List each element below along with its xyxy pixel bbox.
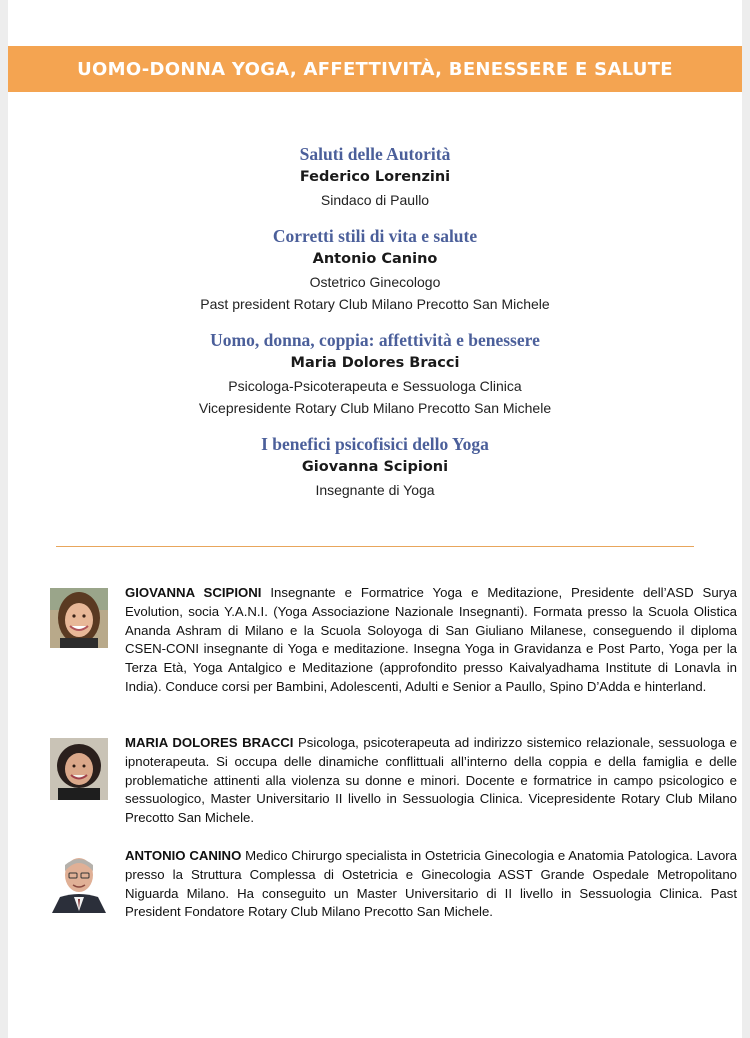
session-title: Corretti stili di vita e salute	[272, 226, 478, 246]
session-title: I benefici psicofisici dello Yoga	[261, 434, 489, 454]
speaker-role: Past president Rotary Club Milano Precotto San Michele	[200, 296, 550, 312]
speaker-role: Insegnante di Yoga	[315, 482, 435, 498]
bio-text	[125, 734, 737, 828]
session-title: Uomo, donna, coppia: affettività e benessere	[210, 330, 540, 350]
bio-text	[125, 847, 737, 922]
speaker-photo	[50, 738, 108, 800]
bio-entry	[50, 584, 737, 714]
speaker-role: Psicologa-Psicoterapeuta e Sessuologa Clinica	[228, 378, 522, 394]
bio-name: MARIA DOLORES BRACCI	[125, 735, 294, 750]
bio-entry	[50, 847, 737, 947]
bio-description: Psicologa, psicoterapeuta ad indirizzo sistemico relazionale, sessuologa e ipnoterapeuta. Si occupa delle dinamiche conflittuali all’interno della coppia e della famiglia e delle problematiche attinenti alla violenza su donne e minori. Docente e formatrice in campo psicologico e sessuologico, Master Universitario II livello in Sessuologia Clinica. Vicepresidente Rotary Club Milano Precotto San Michele.	[125, 735, 737, 826]
page-title: UOMO-DONNA YOGA, AFFETTIVITÀ, BENESSERE E SALUTE	[77, 58, 673, 80]
program-session	[8, 433, 742, 501]
speaker-photo	[50, 588, 108, 648]
program-session	[8, 225, 742, 315]
speaker-photo	[50, 851, 108, 913]
speaker-name: Maria Dolores Bracci	[290, 355, 460, 371]
program-session	[8, 329, 742, 419]
speaker-name: Antonio Canino	[312, 251, 438, 267]
bio-description: Insegnante e Formatrice Yoga e Meditazione, Presidente dell’ASD Surya Evolution, socia Y.A.N.I. (Yoga Associazione Nazionale Insegnanti). Formata presso la Scuola Olistica Ananda Ashram di Milano e la Scuola Soloyoga di San Giuliano Milanese, conseguendo il diploma CSEN-CONI insegnante di Yoga e meditazione. Insegna Yoga in Gravidanza e Post Parto, Yoga per la Terza Età, Yoga Antalgico e Meditazione (approfondito presso Kaivalyadhama Institute di Lonavla in India). Conduce corsi per Bambini, Adolescenti, Adulti e Senior a Paullo, Spino D’Adda e hinterland.	[125, 585, 737, 694]
speaker-name: Giovanna Scipioni	[301, 459, 449, 475]
document-page	[8, 0, 742, 1038]
speaker-role: Vicepresidente Rotary Club Milano Precotto San Michele	[198, 400, 552, 416]
section-divider	[56, 546, 694, 547]
program-session	[8, 143, 742, 211]
bio-description: Medico Chirurgo specialista in Ostetricia Ginecologia e Anatomia Patologica. Lavora presso la Struttura Complessa di Ostetricia e Ginecologia ASST Grande Ospedale Metropolitano Niguarda Milano. Ha conseguito un Master Universitario di II livello in Sessuologia Clinica. Past President Fondatore Rotary Club Milano Precotto San Michele.	[125, 848, 737, 920]
title-banner	[8, 46, 742, 92]
bio-entry	[50, 734, 737, 834]
program-list	[8, 143, 742, 515]
bio-name: ANTONIO CANINO	[125, 848, 242, 863]
speaker-role: Sindaco di Paullo	[320, 192, 430, 208]
speaker-name: Federico Lorenzini	[299, 169, 451, 185]
bio-text	[125, 584, 737, 697]
speaker-role: Ostetrico Ginecologo	[309, 274, 441, 290]
bio-name: GIOVANNA SCIPIONI	[125, 585, 262, 600]
session-title: Saluti delle Autorità	[299, 144, 451, 164]
